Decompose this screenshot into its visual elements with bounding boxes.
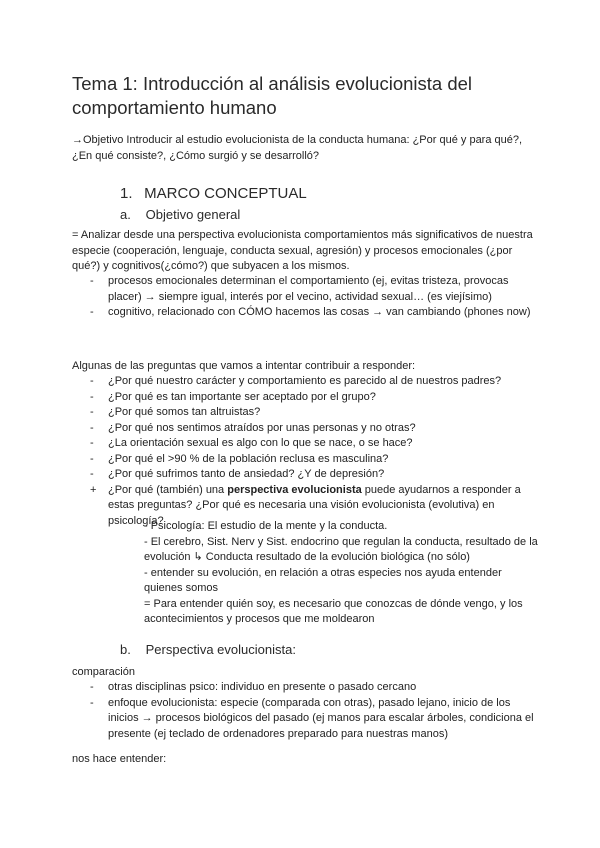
bullet: - — [90, 390, 94, 403]
list-item — [72, 680, 542, 696]
questions-list — [72, 374, 542, 529]
questions-intro: Algunas de las preguntas que vamos a intentar contribuir a responder: — [72, 360, 416, 372]
subsection-b-letter: b. — [120, 642, 131, 657]
list-item — [72, 405, 542, 421]
bullet: - — [90, 696, 94, 709]
subsection-b-title: Perspectiva evolucionista: — [145, 642, 296, 657]
subsection-a-letter: a. — [120, 207, 131, 222]
bullet: - — [90, 437, 94, 449]
list-item-text: ¿La orientación sexual es algo con lo que se nace, o se hace? — [108, 437, 413, 449]
sub-note: - entender su evolución, en relación a otras especies nos ayuda entender quienes somos — [144, 566, 502, 594]
list-item-text: otras disciplinas psico: individuo en presente o pasado cercano — [108, 681, 417, 693]
list-item — [72, 390, 542, 406]
closing-line: nos hace entender: — [72, 753, 167, 765]
bullet: - — [90, 275, 94, 287]
list-item-text: ¿Por qué sufrimos tanto de ansiedad? ¿Y de depresión? — [108, 468, 385, 480]
subsection-a-heading — [120, 206, 240, 223]
comparison-list — [72, 680, 542, 742]
page-title: Tema 1: Introducción al análisis evolucionista del comportamiento humano — [72, 73, 473, 118]
bullet: - — [90, 375, 94, 387]
objective-line: →Objetivo Introducir al estudio evolucionista de la conducta humana: ¿Por qué y para qué?, ¿En qué consiste?, ¿Cómo surgió y se desarrolló? — [72, 134, 523, 162]
goal-list — [72, 274, 542, 321]
bullet: - — [90, 406, 94, 418]
sub-notes — [144, 519, 542, 628]
section-number: 1. — [120, 185, 133, 202]
list-item-text: ¿Por qué el >90 % de la población reclusa es masculina? — [108, 452, 389, 465]
list-item-text: enfoque evolucionista: especie (comparada con otras), pasado lejano, inicio de los inicios → procesos biológicos del pasado (ej manos para escalar árboles, condiciona el presente (ej teclado de ordenadores preparado para nuestras manos) — [108, 696, 534, 740]
comparison-label: comparación — [72, 666, 135, 678]
sub-note: - Psicología: El estudio de la mente y la conducta. — [144, 520, 388, 532]
bullet: + — [90, 483, 97, 496]
section-title: MARCO CONCEPTUAL — [144, 185, 307, 202]
list-item-text: ¿Por qué es tan importante ser aceptado por el grupo? — [108, 390, 376, 403]
sub-note: = Para entender quién soy, es necesario que conozcas de dónde vengo, y los acontecimientos y procesos que me moldearon — [144, 597, 523, 625]
list-item-text: ¿Por qué nuestro carácter y comportamiento es parecido al de nuestros padres? — [108, 375, 502, 387]
subsection-a-title: Objetivo general — [145, 207, 241, 222]
section-heading — [120, 184, 307, 204]
list-item — [72, 274, 542, 305]
list-item — [72, 696, 542, 743]
list-item — [72, 436, 542, 452]
bullet: - — [90, 421, 94, 434]
list-item — [72, 374, 542, 390]
question-text-before: ¿Por qué (también) una — [108, 483, 228, 496]
goal-paragraph: = Analizar desde una perspectiva evolucionista comportamientos más significativos de nuestra especie (cooperación, lenguaje, conducta sexual, agresión) y procesos emocionales (¿por qué?) y cognitivos(¿cómo?) que subyacen a los mismos. — [72, 229, 533, 272]
list-item-text: procesos emocionales determinan el comportamiento (ej, evitas tristeza, provocas placer) → siempre igual, interés por el vecino, actividad sexual… (es viejísimo) — [108, 275, 509, 303]
subsection-b-heading — [120, 641, 296, 658]
list-item — [72, 452, 542, 468]
bullet: - — [90, 681, 94, 693]
question-text-bold: perspectiva evolucionista — [227, 483, 362, 496]
list-item — [72, 305, 542, 321]
list-item — [72, 421, 542, 437]
bullet: - — [90, 468, 94, 480]
question-text-after: puede ayudarnos a responder a estas preguntas? ¿Por qué es necesaria una visión evolucionista (evolutiva) en psicología? — [108, 483, 521, 527]
sub-note: - El cerebro, Sist. Nerv y Sist. endocrino que regulan la conducta, resultado de la evolución ↳ Conducta resultado de la evolución biológica (no sólo) — [144, 535, 538, 563]
list-item-text: ¿Por qué nos sentimos atraídos por unas personas y no otras? — [108, 421, 416, 434]
bullet: - — [90, 452, 94, 465]
list-item — [72, 467, 542, 483]
list-item-text: cognitivo, relacionado con CÓMO hacemos las cosas → van cambiando (phones now) — [108, 306, 531, 318]
list-item-text: ¿Por qué somos tan altruistas? — [108, 406, 261, 418]
bullet: - — [90, 306, 94, 318]
